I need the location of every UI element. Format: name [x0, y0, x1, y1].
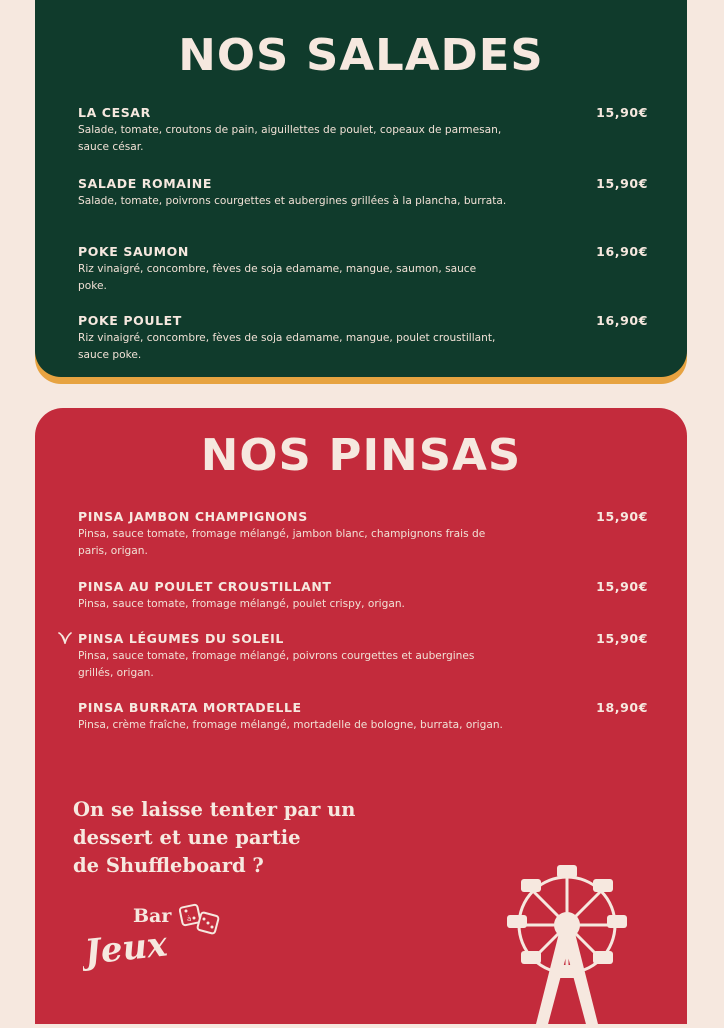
menu-item [78, 176, 648, 210]
logo-word-bar: Bar [133, 905, 172, 927]
item-price: 15,90€ [596, 509, 648, 524]
ferris-wheel-icon [495, 863, 645, 1028]
menu-item [78, 509, 648, 559]
menu-item [78, 631, 648, 681]
item-description: Pinsa, sauce tomate, fromage mélangé, jambon blanc, champignons frais de paris, origan. [78, 528, 486, 557]
item-price: 15,90€ [596, 176, 648, 191]
item-description: Salade, tomate, croutons de pain, aiguillettes de poulet, copeaux de parmesan, sauce césar. [78, 124, 502, 153]
item-name: PINSA LÉGUMES DU SOLEIL [78, 631, 284, 646]
logo-small-a: à [187, 915, 192, 923]
item-price: 18,90€ [596, 700, 648, 715]
item-name: PINSA AU POULET CROUSTILLANT [78, 579, 332, 594]
salads-section [35, 0, 687, 377]
pinsas-section [35, 408, 687, 1024]
vegetarian-leaf-icon [58, 632, 72, 644]
item-description: Pinsa, sauce tomate, fromage mélangé, poulet crispy, origan. [78, 598, 405, 610]
item-name: LA CESAR [78, 105, 151, 120]
bar-a-jeux-logo [83, 898, 243, 978]
item-description: Riz vinaigré, concombre, fèves de soja edamame, mangue, poulet croustillant, sauce poke. [78, 332, 496, 361]
item-name: POKE SAUMON [78, 244, 189, 259]
item-description: Riz vinaigré, concombre, fèves de soja edamame, mangue, saumon, sauce poke. [78, 263, 477, 292]
menu-item [78, 579, 648, 613]
item-description: Pinsa, crème fraîche, fromage mélangé, mortadelle de bologne, burrata, origan. [78, 719, 503, 731]
item-description: Pinsa, sauce tomate, fromage mélangé, poivrons courgettes et aubergines grillés, origan. [78, 650, 475, 679]
dice-icon [179, 904, 219, 934]
menu-item [78, 244, 648, 294]
item-name: PINSA JAMBON CHAMPIGNONS [78, 509, 308, 524]
item-name: POKE POULET [78, 313, 182, 328]
menu-item [78, 105, 648, 155]
promo-text [73, 796, 433, 880]
item-price: 16,90€ [596, 244, 648, 259]
item-price: 15,90€ [596, 105, 648, 120]
menu-item [78, 313, 648, 363]
item-price: 15,90€ [596, 631, 648, 646]
item-price: 15,90€ [596, 579, 648, 594]
logo-word-jeux: Jeux [83, 924, 170, 973]
item-price: 16,90€ [596, 313, 648, 328]
item-name: PINSA BURRATA MORTADELLE [78, 700, 302, 715]
promo-line: dessert et une partie [73, 826, 301, 849]
salads-title: NOS SALADES [178, 30, 544, 81]
item-name: SALADE ROMAINE [78, 176, 212, 191]
item-description: Salade, tomate, poivrons courgettes et aubergines grillées à la plancha, burrata. [78, 195, 507, 207]
promo-line: On se laisse tenter par un [73, 798, 356, 821]
pinsas-title: NOS PINSAS [200, 430, 522, 481]
promo-line: de Shuffleboard ? [73, 854, 264, 877]
menu-item [78, 700, 648, 734]
